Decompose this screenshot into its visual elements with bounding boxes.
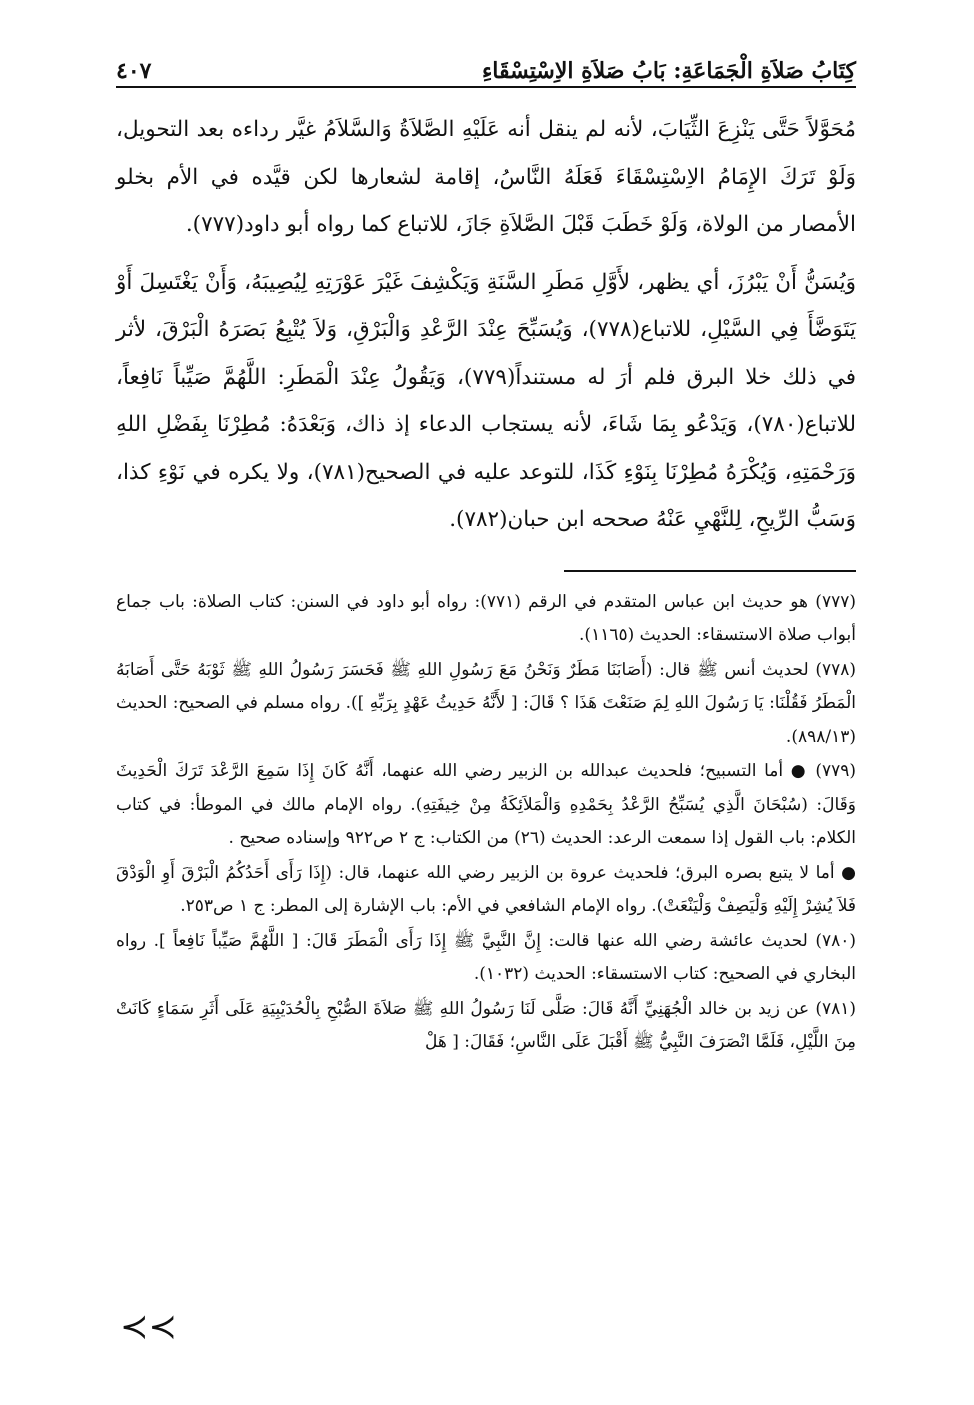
footnote-779-part-2: ● أما لا يتبع بصره البرق؛ فلحديث عروة بن الزبير رضي الله عنهما، قال: (إِذَا رَأَى أَحَدُكُمُ الْبَرْقَ أَوِ الْوَدْقَ فَلاَ يُشِرْ إِلَيْهِ وَلْيَصِفْ وَلْيَنْعَتْ). رواه الإمام الشافعي في الأم: باب الإشارة إلى المطر: ج ١ ص٢٥٣. bbox=[116, 862, 856, 916]
footnote-777: (٧٧٧) هو حديث ابن عباس المتقدم في الرقم (٧٧١): رواه أبو داود في السنن: كتاب الصلاة: باب جماع أبواب صلاة الاستسقاء: الحديث (١١٦٥). bbox=[116, 591, 856, 645]
continuation-arrows-icon: ≺≺ bbox=[120, 1307, 177, 1347]
main-paragraph-2: وَيُسَنُّ أَنْ يَبْرُزَ، أي يظهر، لأَوَّلِ مَطَرِ السَّنَةِ وَيَكْشِفَ غَيْرَ عَوْرَتِهِ لِيُصِيبَهُ، وَأَنْ يَغْتَسِلَ أَوْ يَتَوَضَّأَ فِي السَّيْلِ، للاتباع(٧٧٨)، وَيُسَبِّحَ عِنْدَ الرَّعْدِ وَالْبَرْقِ، وَلاَ يُتْبِعُ بَصَرَهُ الْبَرْقَ، لأثر في ذلك خلا البرق فلم أرَ له مستنداً(٧٧٩)، وَيَقُولُ عِنْدَ الْمَطَرِ: اللَّهُمَّ صَيِّباً نَافِعاً، للاتباع(٧٨٠)، وَيَدْعُو بِمَا شَاءَ، لأنه يستجاب الدعاء إذ ذاك، وَبَعْدَهُ: مُطِرْنَا بِفَضْلِ اللهِ وَرَحْمَتِهِ، وَيُكْرَهُ مُطِرْنَا بِنَوْءِ كَذَا، للتوعد عليه في الصحيح(٧٨١)، ولا يكره في نَوْءِ كذا، وَسَبُّ الرِّيحِ، لِلنَّهْيِ عَنْهُ صححه ابن حبان(٧٨٢). bbox=[116, 269, 856, 532]
page-number: ٤٠٧ bbox=[116, 58, 152, 84]
footnote-separator bbox=[564, 570, 856, 572]
footnotes bbox=[116, 586, 856, 1060]
main-text bbox=[116, 106, 856, 544]
chapter-title: كِتَابُ صَلاَةِ الْجَمَاعَةِ: بَابُ صَلاَةِ الاِسْتِسْقَاءِ bbox=[481, 58, 856, 84]
footnote-780: (٧٨٠) لحديث عائشة رضي الله عنها قالت: إِنَّ النَّبِيَّ ﷺ إِذَا رَأَى الْمَطَرَ قَالَ: [ اللَّهُمَّ صَيِّباً نَافِعاً ]. رواه البخاري في الصحيح: كتاب الاستسقاء: الحديث (١٠٣٢). bbox=[116, 930, 856, 984]
footnote-781: (٧٨١) عن زيد بن خالد الْجُهَنِيِّ أَنَّهُ قَالَ: صَلَّى لَنَا رَسُولُ اللهِ ﷺ صَلاَةَ الصُّبْحِ بِالْحُدَيْبِيَةِ عَلَى أَثَرِ سَمَاءٍ كَانَتْ مِنَ اللَّيْلِ، فَلَمَّا انْصَرَفَ النَّبِيُّ ﷺ أَقْبَلَ عَلَى النَّاسِ؛ فَقَالَ: [ هَلْ bbox=[116, 998, 856, 1052]
running-header bbox=[116, 44, 856, 88]
main-paragraph-1: مُحَوَّلاً حَتَّى يَنْزِعَ الثِّيَابَ، لأنه لم ينقل أنه عَلَيْهِ الصَّلاَةُ وَالسَّلاَمُ غيَّر رداءه بعد التحويل، وَلَوْ تَرَكَ الإِمَامُ الاِسْتِسْقَاءَ فَعَلَهُ النَّاسُ، إقامة لشعارها لكن قيَّده في الأم بخلو الأمصار من الولاة، وَلَوْ خَطَبَ قَبْلَ الصَّلاَةِ جَازَ، للاتباع كما رواه أبو داود(٧٧٧). bbox=[116, 117, 856, 237]
footnote-779: (٧٧٩) ● أما التسبيح؛ فلحديث عبدالله بن الزبير رضي الله عنهما، أَنَّهُ كَانَ إِذَا سَمِعَ الرَّعْدَ تَرَكَ الْحَدِيثَ وَقَالَ: (سُبْحَانَ الَّذِي يُسَبِّحُ الرَّعْدُ بِحَمْدِهِ وَالْمَلاَئِكَةُ مِنْ خِيفَتِهِ). رواه الإمام مالك في الموطأ: في كتاب الكلام: باب القول إذا سمعت الرعد: الحديث (٢٦) من الكتاب: ج ٢ ص٩٢٢ وإسناده صحيح . bbox=[116, 761, 856, 848]
footnote-778: (٧٧٨) لحديث أنس ﷺ قال: (أَصَابَنَا مَطَرٌ وَنَحْنُ مَعَ رَسُولِ اللهِ ﷺ فَحَسَرَ رَسُولُ اللهِ ﷺ ثَوْبَهُ حَتَّى أَصَابَهُ الْمَطَرُ فَقُلْنَا: يَا رَسُولَ اللهِ لِمَ صَنَعْتَ هَذَا ؟ قَالَ: [ لأَنَّهُ حَدِيثُ عَهْدٍ بِرَبِّهِ ]). رواه مسلم في الصحيح: الحديث (٨٩٨/١٣). bbox=[116, 659, 856, 747]
